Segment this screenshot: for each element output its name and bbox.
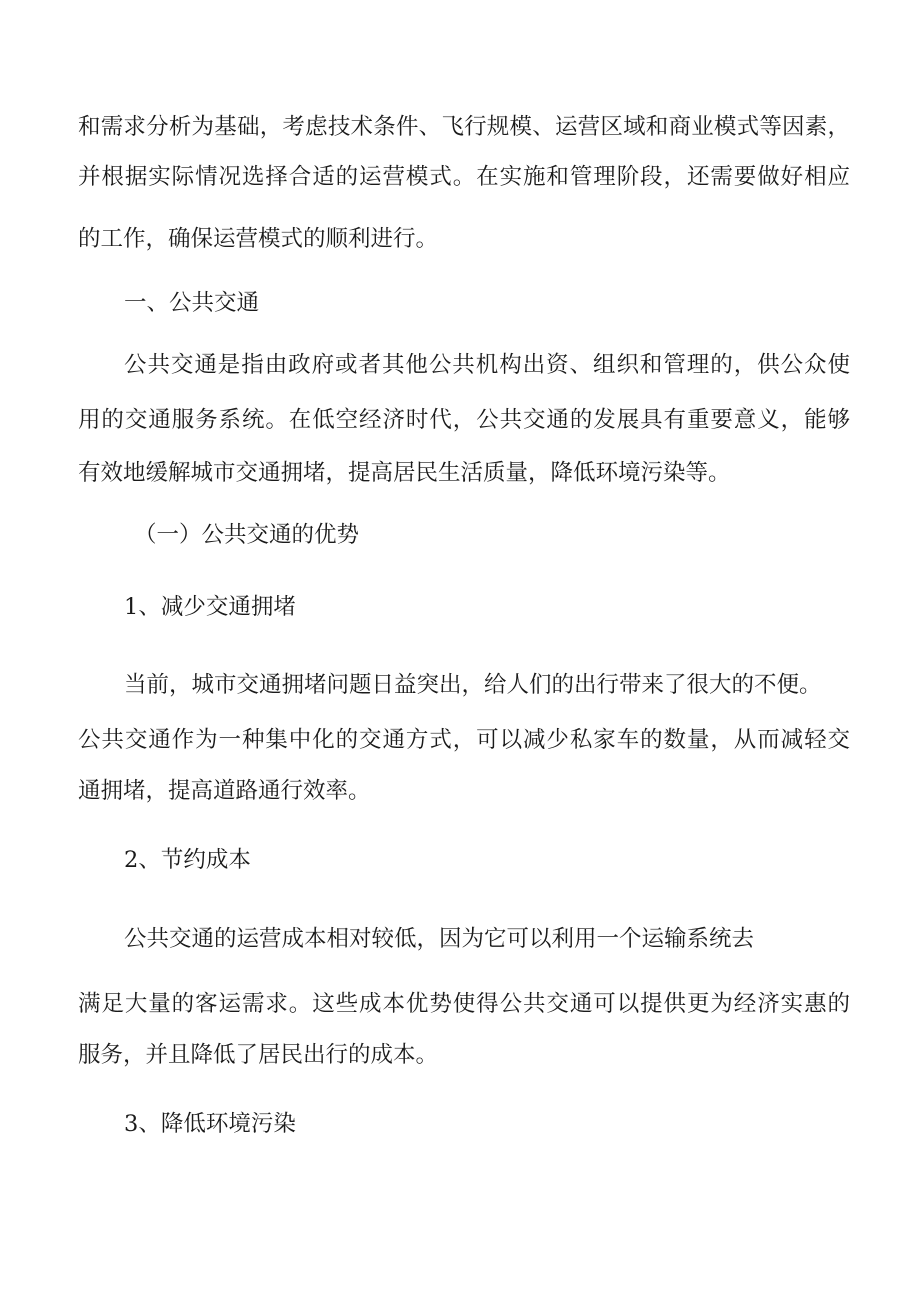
paragraph-line: 通拥堵，提高道路通行效率。 [78,778,371,804]
section-heading: 一、公共交通 [124,290,260,316]
item-heading: 1、减少交通拥堵 [124,594,296,620]
paragraph-line: 用的交通服务系统。在低空经济时代，公共交通的发展具有重要意义，能够 [78,407,850,433]
paragraph-line: 公共交通作为一种集中化的交通方式，可以减少私家车的数量，从而减轻交 [78,727,850,753]
paragraph-line: 服务，并且降低了居民出行的成本。 [78,1042,439,1068]
paragraph-line: 有效地缓解城市交通拥堵，提高居民生活质量，降低环境污染等。 [78,460,731,486]
paragraph-line: 的工作，确保运营模式的顺利进行。 [78,226,439,252]
paragraph-line: 满足大量的客运需求。这些成本优势使得公共交通可以提供更为经济实惠的 [78,991,850,1017]
item-heading: 2、节约成本 [124,847,251,873]
paragraph-line: 公共交通是指由政府或者其他公共机构出资、组织和管理的，供公众使 [124,352,850,378]
paragraph-line: 和需求分析为基础，考虑技术条件、飞行规模、运营区域和商业模式等因素， [78,114,850,140]
subsection-heading: （一）公共交通的优势 [134,522,360,548]
item-heading: 3、降低环境污染 [124,1111,296,1137]
paragraph-line: 并根据实际情况选择合适的运营模式。在实施和管理阶段，还需要做好相应 [78,164,850,190]
paragraph-line: 当前，城市交通拥堵问题日益突出，给人们的出行带来了很大的不便。 [124,672,822,698]
paragraph-line: 公共交通的运营成本相对较低，因为它可以利用一个运输系统去 [124,926,755,952]
